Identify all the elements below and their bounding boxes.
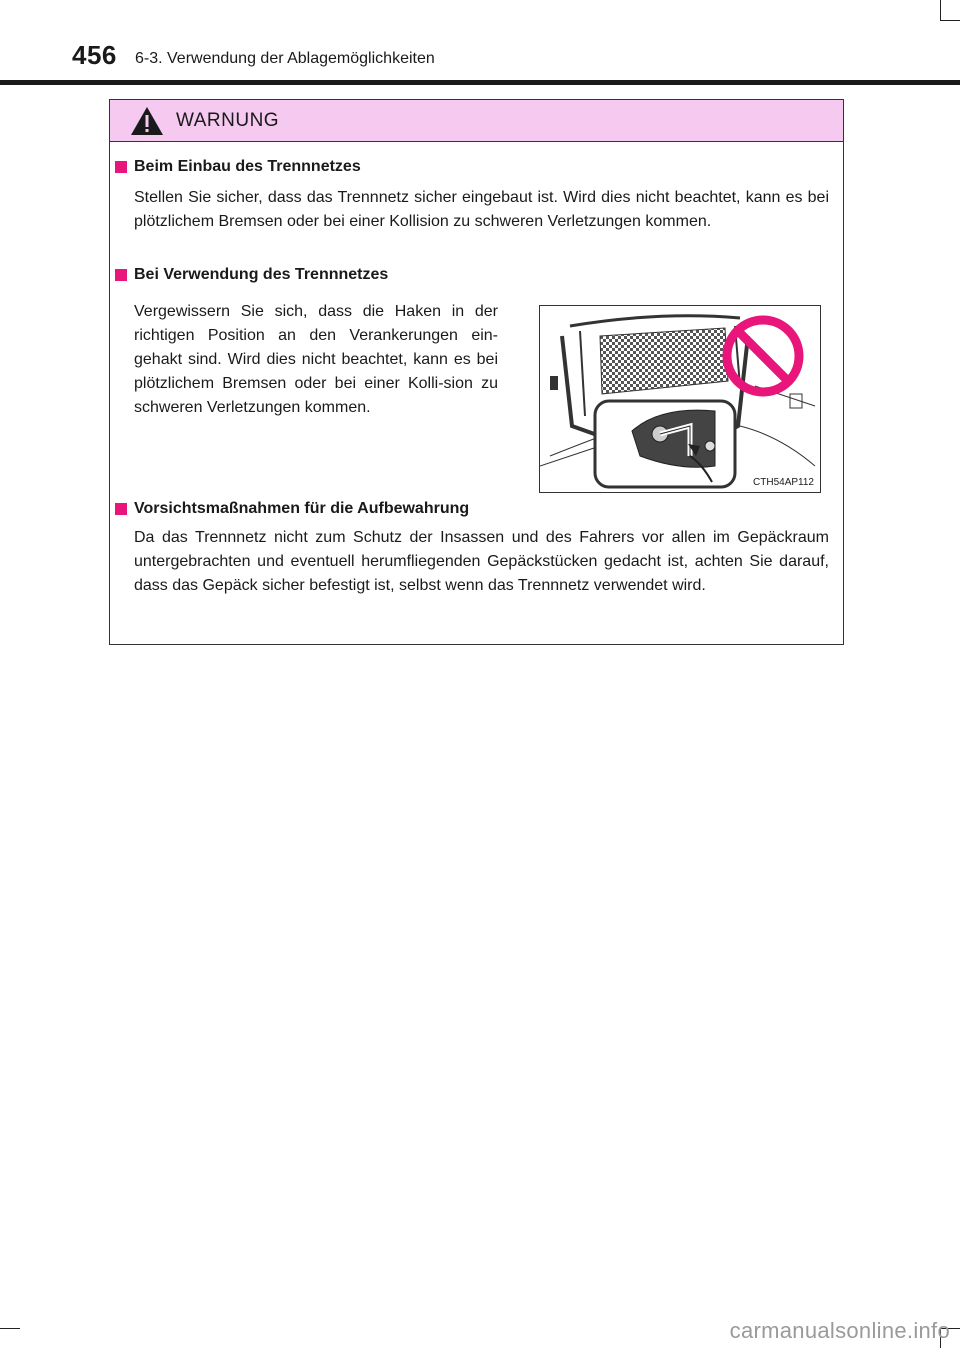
figure-code: CTH54AP112 bbox=[753, 477, 814, 488]
footer-brand-watermark[interactable]: carmanualsonline.info bbox=[729, 1318, 950, 1343]
warning-header bbox=[110, 100, 843, 142]
section-title: 6-3. Verwendung der Ablagemöglichkeiten bbox=[135, 50, 435, 67]
section-text: Da das Trennnetz nicht zum Schutz der Insassen und des Fahrers vor allen im Gepäckraum untergebrachten und eventuell herumfliegenden Gepäckstücken gedacht ist, achten Sie darauf, dass das Gepäck sicher befestigt ist, selbst wenn das Trennnetz verwendet wird. bbox=[134, 529, 829, 594]
header-rule bbox=[0, 80, 960, 85]
bullet-square-icon bbox=[115, 161, 127, 173]
section-heading-text: Beim Einbau des Trennnetzes bbox=[134, 158, 361, 175]
bullet-square-icon bbox=[115, 269, 127, 281]
section-heading-text: Bei Verwendung des Trennnetzes bbox=[134, 266, 389, 283]
warning-box bbox=[109, 99, 844, 645]
warning-triangle-icon bbox=[130, 106, 164, 136]
section-heading bbox=[115, 500, 469, 518]
section-heading-text: Vorsichtsmaßnahmen für die Aufbewahrung bbox=[134, 500, 470, 517]
section-heading bbox=[115, 266, 388, 284]
figure-hook-illustration bbox=[539, 305, 821, 493]
section-text: Vergewissern Sie sich, dass die Haken in der richtigen Position an den Verankerungen ein-gehakt sind. Wird dies nicht beachtet, kann es bei plötzlichem Bremsen oder bei einer Kolli-sion zu schweren Verletzungen kommen. bbox=[134, 303, 498, 416]
cargo-net-illustration bbox=[540, 306, 820, 492]
crop-mark bbox=[0, 1328, 20, 1329]
page-number: 456 bbox=[72, 40, 117, 70]
crop-mark bbox=[940, 20, 960, 21]
section-heading bbox=[115, 158, 361, 176]
crop-mark bbox=[940, 0, 941, 20]
bullet-square-icon bbox=[115, 503, 127, 515]
section-text: Stellen Sie sicher, dass das Trennnetz sicher eingebaut ist. Wird dies nicht beachtet, kann es bei plötzlichem Bremsen oder bei einer Kollision zu schweren Verletzungen kommen. bbox=[134, 189, 829, 230]
warning-title: WARNUNG bbox=[176, 109, 280, 131]
